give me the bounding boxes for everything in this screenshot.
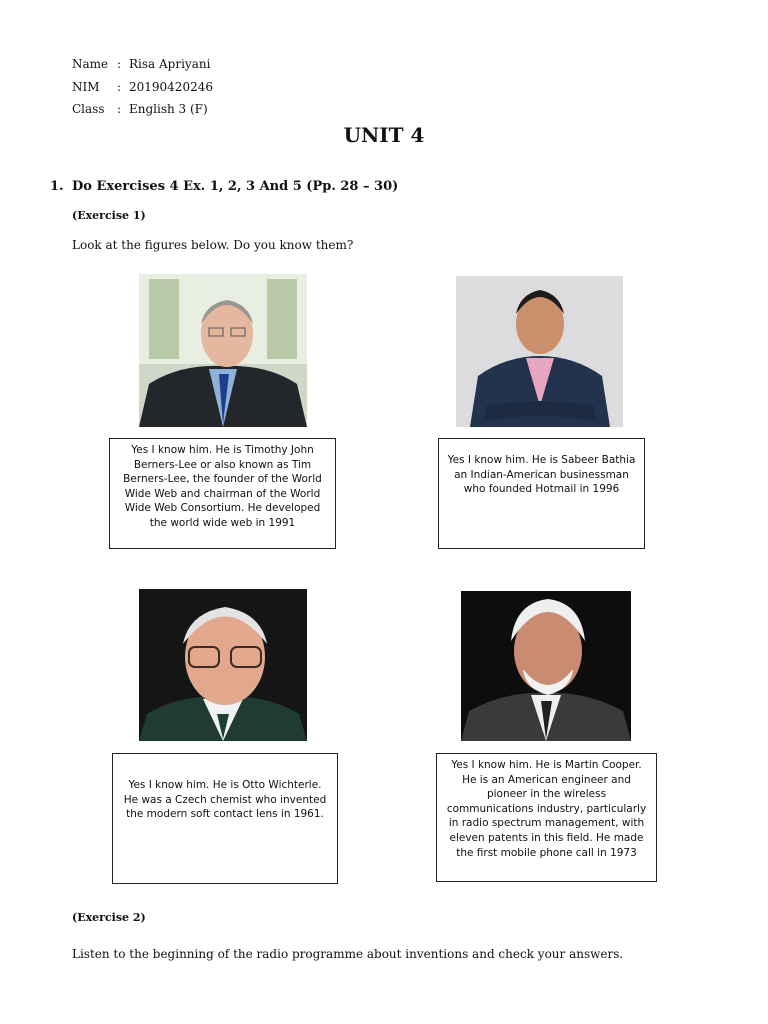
page-title: UNIT 4	[343, 123, 425, 147]
photo-tim-berners-lee	[139, 274, 307, 427]
photo-sabeer-bhatia	[456, 276, 623, 427]
class-row	[72, 102, 372, 118]
caption-sabeer-bhatia: Yes I know him. He is Sabeer Bathia an Indian-American businessman who founded Hotmail in 1996	[438, 438, 645, 549]
name-value: Risa Apriyani	[129, 57, 211, 71]
exercise1-instruction: Look at the figures below. Do you know them?	[72, 238, 354, 252]
caption-martin-cooper: Yes I know him. He is Martin Cooper. He is an American engineer and pioneer in the wireless communications industry, particularly in radio spectrum management, with eleven patents in this field. He made the first mobile phone call in 1973	[436, 753, 657, 882]
photo-martin-cooper	[461, 591, 631, 741]
section-heading: Do Exercises 4 Ex. 1, 2, 3 And 5 (Pp. 28 – 30)	[72, 179, 399, 194]
exercise2-instruction: Listen to the beginning of the radio programme about inventions and check your answers.	[72, 947, 624, 961]
section-number: 1.	[50, 179, 64, 194]
nim-colon: :	[117, 80, 122, 94]
exercise2-label: (Exercise 2)	[72, 911, 146, 924]
nim-label: NIM	[72, 80, 100, 94]
class-label: Class	[72, 102, 105, 116]
caption-otto-wichterle: Yes I know him. He is Otto Wichterle. He was a Czech chemist who invented the modern soft contact lens in 1961.	[112, 753, 338, 884]
class-colon: :	[117, 102, 122, 116]
name-colon: :	[117, 57, 122, 71]
exercise1-label: (Exercise 1)	[72, 209, 146, 222]
nim-value: 20190420246	[129, 80, 213, 94]
name-label: Name	[72, 57, 109, 71]
name-row	[72, 57, 372, 73]
class-value: English 3 (F)	[129, 102, 208, 116]
caption-tim-berners-lee: Yes I know him. He is Timothy John Berners-Lee or also known as Tim Berners-Lee, the founder of the World Wide Web and chairman of the World Wide Web Consortium. He developed the world wide web in 1991	[109, 438, 336, 549]
photo-otto-wichterle	[139, 589, 307, 741]
nim-row	[72, 80, 372, 96]
